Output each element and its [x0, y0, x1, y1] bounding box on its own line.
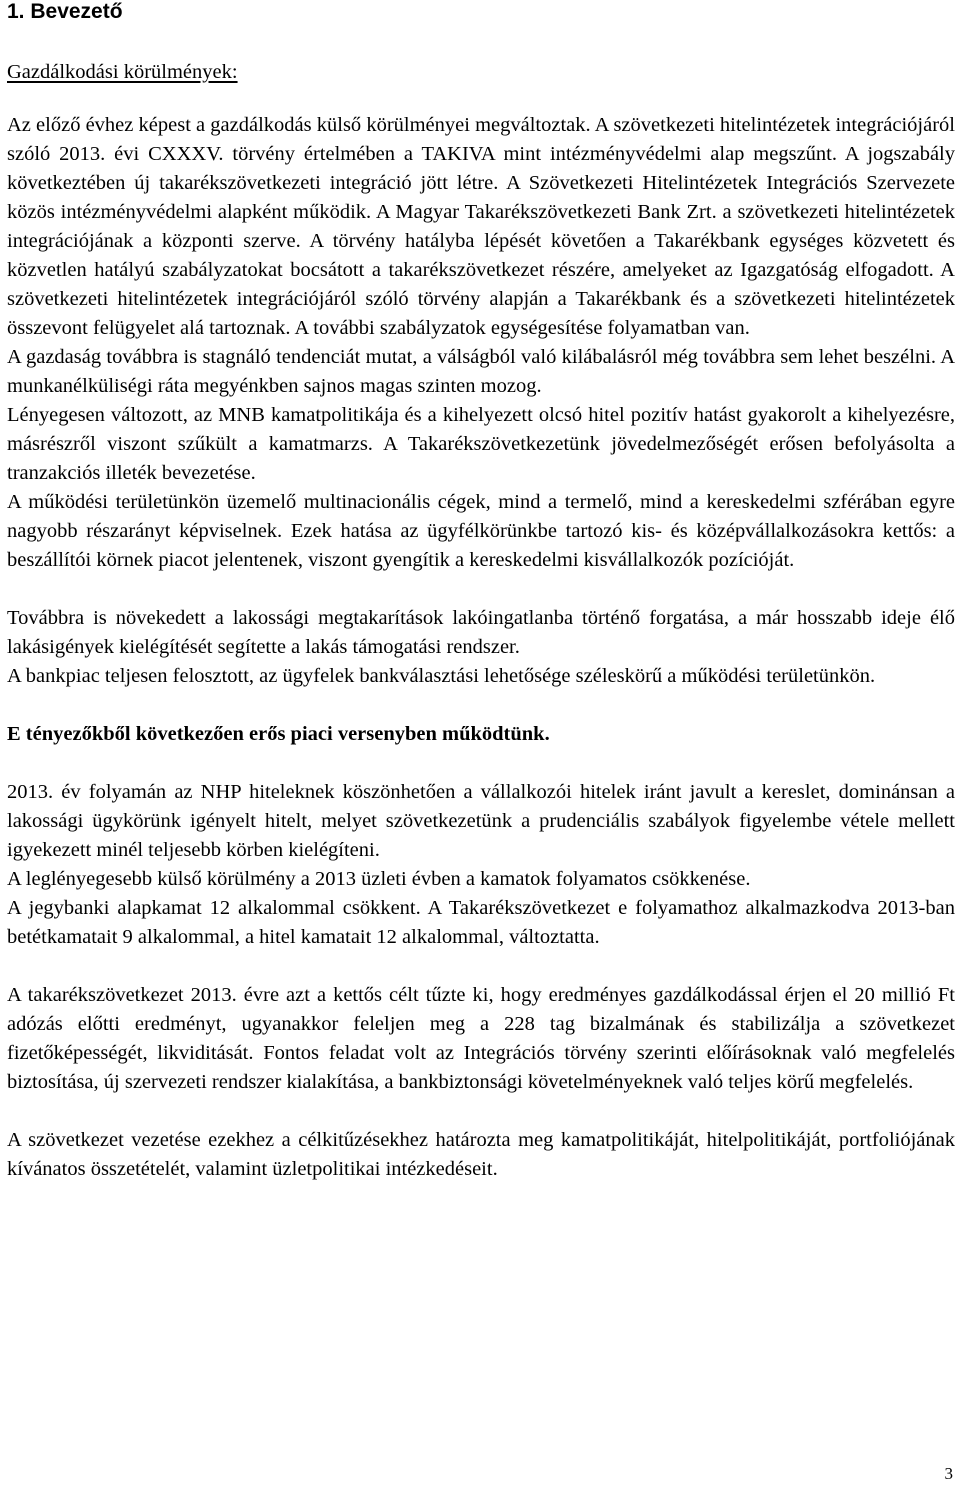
paragraph: A takarékszövetkezet 2013. évre azt a kettős célt tűzte ki, hogy eredményes gazdálkodással érjen el 20 millió Ft adózás előtti eredményt, ugyanakkor feleljen meg a 228 tag bizalmának és stabilizálja a szövetkezet fizetőképességét, likviditását. Fontos feladat volt az Integrációs törvény szerinti előírásoknak való megfelelés biztosítása, új szervezeti rendszer kialakítása, a bankbiztonsági követelményeknek való teljes körű megfelelés. — [7, 984, 955, 1093]
paragraph: A jegybanki alapkamat 12 alkalommal csökkent. A Takarékszövetkezet e folyamathoz alkalmazkodva 2013-ban betétkamatait 9 alkalommal, a hitel kamatait 12 alkalommal, változtatta. — [7, 897, 955, 948]
paragraph: A bankpiac teljesen felosztott, az ügyfelek bankválasztási lehetősége széleskörű a működési területünkön. — [7, 665, 876, 687]
paragraph: 2013. év folyamán az NHP hiteleknek köszönhetően a vállalkozói hitelek iránt javult a kereslet, dominánsan a lakossági ügykörünk igényelt hitelt, melyet szövetkezetünk a prudenciális szabályok figyelembe vétele mellett igyekezett minél teljesebb körben kielégíteni. — [7, 781, 955, 861]
paragraph: Továbbra is növekedett a lakossági megtakarítások lakóingatlanba történő forgatása, a már hosszabb ideje élő lakásigények kielégítését segítette a lakás támogatási rendszer. — [7, 607, 955, 658]
body-text — [7, 111, 955, 1184]
emphasis-paragraph: E tényezőkből következően erős piaci versenyben működtünk. — [7, 723, 550, 745]
paragraph: Lényegesen változott, az MNB kamatpolitikája és a kihelyezett olcsó hitel pozitív hatást gyakorolt a kihelyezésre, másrészről viszont szűkült a kamatmarzs. A Takarékszövetkezetünk jövedelmezőségét erősen befolyásolta a tranzakciós illeték bevezetése. — [7, 404, 955, 484]
page-number: 3 — [944, 1464, 953, 1483]
paragraph: A gazdaság továbbra is stagnáló tendenciát mutat, a válságból való kilábalásról még továbbra sem lehet beszélni. A munkanélküliségi ráta megyénkben sajnos magas szinten mozog. — [7, 346, 955, 397]
paragraph: A működési területünkön üzemelő multinacionális cégek, mind a termelő, mind a kereskedelmi szférában egyre nagyobb részarányt képviselnek. Ezek hatása az ügyfélkörünkbe tartozó kis- és középvállalkozásokra kettős: a beszállítói körnek piacot jelentenek, viszont gyengítik a kereskedelmi kisvállalkozók pozícióját. — [7, 491, 955, 571]
subsection-heading: Gazdálkodási körülmények: — [7, 61, 238, 83]
section-heading: 1. Bevezető — [7, 0, 123, 23]
paragraph: A leglényegesebb külső körülmény a 2013 üzleti évben a kamatok folyamatos csökkenése. — [7, 868, 751, 890]
paragraph: Az előző évhez képest a gazdálkodás külső körülményei megváltoztak. A szövetkezeti hitelintézetek integrációjáról szóló 2013. évi CXXXV. törvény értelmében a TAKIVA mint intézményvédelmi alap megszűnt. A jogszabály következtében új takarékszövetkezeti integráció jött létre. A Szövetkezeti Hitelintézetek Integrációs Szervezete közös intézményvédelmi alapként működik. A Magyar Takarékszövetkezeti Bank Zrt. a szövetkezeti hitelintézetek integrációjának a központi szerve. A törvény hatályba lépését követően a Takarékbank egységes közvetett és közvetlen hatályú szabályzatokat bocsátott a takarékszövetkezet részére, amelyeket az Igazgatóság elfogadott. A szövetkezeti hitelintézetek integrációjáról szóló törvény alapján a Takarékbank és a szövetkezeti hitelintézetek összevont felügyelet alá tartoznak. A további szabályzatok egységesítése folyamatban van. — [7, 114, 955, 339]
paragraph: A szövetkezet vezetése ezekhez a célkitűzésekhez határozta meg kamatpolitikáját, hitelpolitikáját, portfoliójának kívánatos összetételét, valamint üzletpolitikai intézkedéseit. — [7, 1129, 955, 1180]
